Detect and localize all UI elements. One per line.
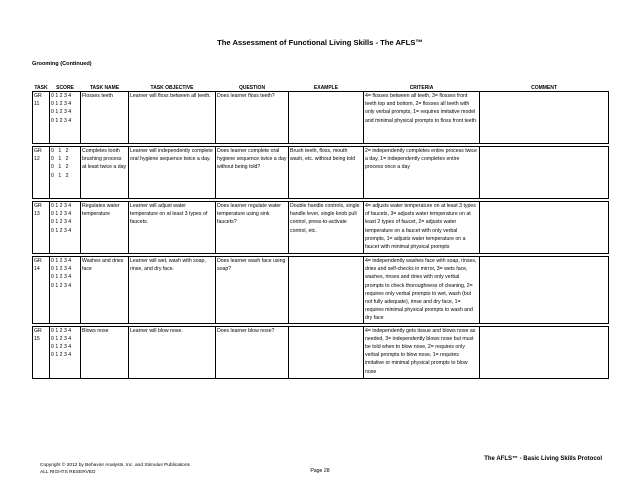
task-question: Does learner blow nose? [216,326,289,378]
task-criteria: 4= independently gets tissue and blows nose as needed, 3= independently blows nose but must be told when to blow nose, 2= requires only verbal prompts to blow nose, 1= requires imitative or minimal physical prompts to blow nose [364,326,480,378]
header-criteria: CRITERIA [364,84,480,92]
task-id: GR 12 [33,147,50,199]
score-cell [50,326,81,378]
task-name: Blows nose [81,326,129,378]
task-example [289,92,364,144]
task-name: Washes and dries face [81,257,129,324]
table-row [33,92,609,144]
header-task: TASK [34,84,48,91]
score-options[interactable]: 0 1 2 3 4 [51,327,72,334]
table-header-row [33,84,609,92]
task-example [289,326,364,378]
section-title: Grooming (Continued) [32,61,92,67]
task-name: Completes tooth brushing process at least twice a day [81,147,129,199]
document-title: The Assessment of Functional Living Skills - The AFLS™ [217,38,423,47]
afls-task-table [32,84,609,379]
header-comment: COMMENT [480,84,609,92]
score-options[interactable]: 0 1 2 3 4 [51,282,72,289]
task-id: GR 14 [33,257,50,324]
score-cell [50,257,81,324]
score-options[interactable]: 0 1 2 3 4 [51,227,72,234]
header-task-name: TASK NAME [81,84,129,92]
header-score: SCORE [50,84,81,92]
task-objective: Learner will blow nose. [129,326,216,378]
task-objective: Learner will floss between all teeth. [129,92,216,144]
score-options[interactable]: 0 1 2 3 4 [51,117,72,124]
task-id: GR 11 [33,92,50,144]
score-options[interactable]: 0 1 2 3 4 [51,101,72,108]
table-row [33,147,609,199]
score-options[interactable]: 0 1 2 3 4 [51,258,72,264]
comment-cell[interactable] [480,326,609,378]
comment-cell[interactable] [480,257,609,324]
score-options[interactable]: 0 1 2 3 4 [51,274,72,281]
score-options[interactable]: 0 1 2 3 4 [51,93,72,99]
task-criteria: 2= independently completes entire process twice a day, 1= independently completes entire process once a day [364,147,480,199]
table-row [33,202,609,254]
protocol-title: The AFLS™ - Basic Living Skills Protocol [484,456,602,462]
header-example: EXAMPLE [289,84,364,92]
rights-text: ALL RIGHTS RESERVED [40,470,96,475]
score-options[interactable]: 0 1 2 3 4 [51,219,72,226]
score-options[interactable]: 0 1 2 [51,172,69,179]
task-objective: Learner will independently complete oral hygiene sequence twice a day. [129,147,216,199]
page-number: Page 28 [310,468,330,474]
score-options[interactable]: 0 1 2 3 4 [51,211,72,218]
task-question: Does learner floss teeth? [216,92,289,144]
score-cell [50,202,81,254]
score-cell [50,92,81,144]
copyright-text: Copyright © 2012 by Behavior Analysts, Inc. and Stimulus Publications [40,463,190,468]
task-criteria: 4= flosses between all teeth, 3= flosses front teeth top and bottom, 2= flosses all teeth with only verbal prompts, 1= requires imitative model and minimal physical prompts to floss front teeth [364,92,480,144]
task-question: Does learner regulate water temperature using sink faucets? [216,202,289,254]
task-objective: Learner will adjust water temperature on at least 3 types of faucets. [129,202,216,254]
header-task-objective: TASK OBJECTIVE [129,84,216,92]
table-row [33,326,609,378]
score-cell [50,147,81,199]
task-name: Flosses teeth [81,92,129,144]
score-options[interactable]: 0 1 2 3 4 [51,335,72,342]
task-example [289,257,364,324]
score-options[interactable]: 0 1 2 3 4 [51,266,72,273]
score-options[interactable]: 0 1 2 3 4 [51,352,72,359]
score-options[interactable]: 0 1 2 [51,148,69,154]
table-row [33,257,609,324]
header-question: QUESTION [216,84,289,92]
task-name: Regulates water temperature [81,202,129,254]
comment-cell[interactable] [480,202,609,254]
comment-cell[interactable] [480,92,609,144]
score-options[interactable]: 0 1 2 3 4 [51,109,72,116]
score-options[interactable]: 0 1 2 3 4 [51,203,72,209]
task-criteria: 4= adjusts water temperature on at least 3 types of faucets, 3= adjusts water temperature on at least 2 types of faucet, 2= adjusts water temperature on a faucet with only verbal prompts, 1= adjusts water temperature on a faucet with minimal physical prompts [364,202,480,254]
task-id: GR 13 [33,202,50,254]
score-options[interactable]: 0 1 2 3 4 [51,344,72,351]
task-question: Does learner complete oral hygiene sequence twice a day without being told? [216,147,289,199]
score-options[interactable]: 0 1 2 [51,164,69,171]
comment-cell[interactable] [480,147,609,199]
task-criteria: 4= independently washes face with soap, rinses, dries and self-checks in mirror, 3= wets face, washes, rinses and dries with only verbal prompts to check thoroughness of cleaning, 2= requires only verbal prompts to wet, wash (but not fully adequate), rinse and dry face, 1= requires minimal physical prompts to wash and dry face [364,257,480,324]
score-options[interactable]: 0 1 2 [51,156,69,163]
task-objective: Learner will wet, wash with soap, rinse, and dry face. [129,257,216,324]
task-question: Does learner wash face using soap? [216,257,289,324]
task-id: GR 15 [33,326,50,378]
task-example: Brush teeth, floss, mouth wash, etc. without being told [289,147,364,199]
task-example: Double handle controls, single handle lever, single knob pull control, press-to-activate control, etc. [289,202,364,254]
